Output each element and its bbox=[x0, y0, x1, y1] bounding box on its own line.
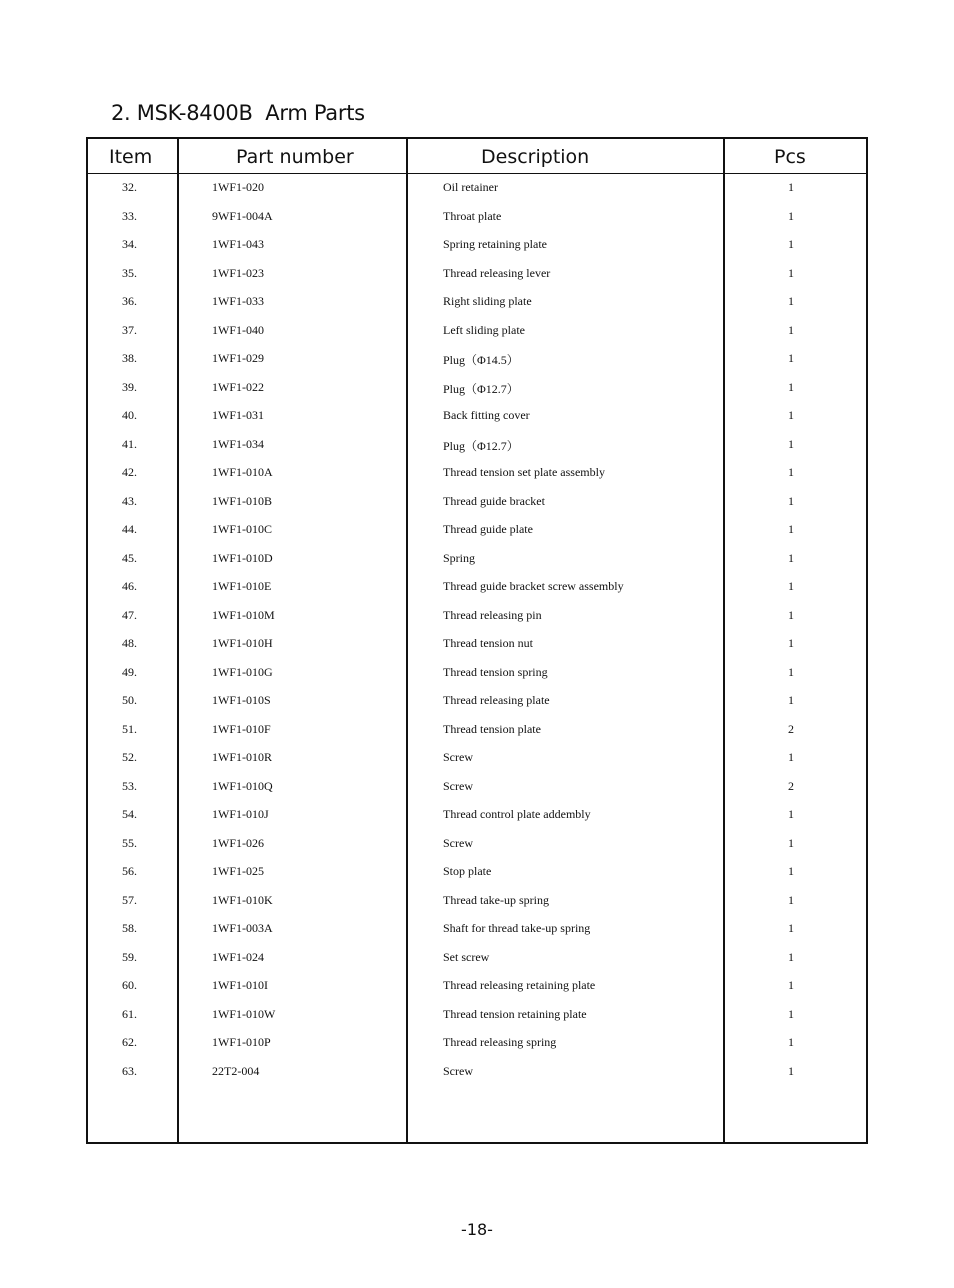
row-description: Thread tension spring bbox=[443, 664, 548, 679]
row-description: Thread tension nut bbox=[443, 636, 533, 650]
row-description: Spring bbox=[443, 550, 476, 565]
row-pcs: 1 bbox=[788, 864, 794, 878]
row-description: Shaft for thread take-up spring bbox=[443, 921, 591, 935]
page-title: 2. MSK-8400B Arm Parts bbox=[111, 101, 365, 125]
row-pcs: 1 bbox=[788, 1006, 794, 1021]
row-description: Set screw bbox=[443, 949, 490, 964]
row-description: Plug（Φ14.5） bbox=[443, 353, 519, 367]
row-item-number: 41. bbox=[122, 436, 137, 451]
row-pcs: 1 bbox=[788, 180, 794, 194]
row-description: Thread guide bracket bbox=[443, 493, 545, 508]
row-part-number: 1WF1-010P bbox=[212, 1035, 271, 1049]
row-item-number: 54. bbox=[122, 807, 137, 821]
row-description: Throat plate bbox=[443, 208, 502, 223]
row-part-number: 1WF1-010D bbox=[212, 550, 273, 565]
row-part-number: 1WF1-010Q bbox=[212, 778, 273, 793]
row-part-number: 1WF1-010I bbox=[212, 978, 268, 992]
row-part-number: 1WF1-010W bbox=[212, 1006, 276, 1021]
row-pcs: 1 bbox=[788, 921, 794, 935]
row-pcs: 1 bbox=[788, 892, 794, 907]
table-row bbox=[88, 180, 866, 200]
row-item-number: 33. bbox=[122, 208, 137, 223]
row-description: Thread releasing lever bbox=[443, 265, 551, 280]
row-item-number: 61. bbox=[122, 1006, 137, 1021]
header-item: Item bbox=[109, 146, 153, 168]
row-item-number: 35. bbox=[122, 265, 137, 280]
row-pcs: 1 bbox=[788, 436, 794, 451]
row-part-number: 1WF1-010J bbox=[212, 807, 269, 821]
row-part-number: 22T2-004 bbox=[212, 1063, 260, 1078]
table-row bbox=[88, 408, 866, 428]
row-part-number: 1WF1-034 bbox=[212, 436, 264, 451]
row-pcs: 1 bbox=[788, 493, 794, 508]
row-description: Spring retaining plate bbox=[443, 237, 547, 251]
row-item-number: 48. bbox=[122, 636, 137, 650]
row-pcs: 1 bbox=[788, 294, 794, 308]
table-row bbox=[88, 465, 866, 485]
row-description: Thread guide bracket screw assembly bbox=[443, 579, 624, 593]
row-description: Thread tension plate bbox=[443, 721, 541, 736]
row-part-number: 1WF1-031 bbox=[212, 408, 264, 422]
row-part-number: 1WF1-010G bbox=[212, 664, 273, 679]
row-part-number: 1WF1-003A bbox=[212, 921, 273, 935]
row-item-number: 43. bbox=[122, 493, 137, 508]
row-part-number: 1WF1-010F bbox=[212, 721, 271, 736]
row-pcs: 1 bbox=[788, 807, 794, 821]
table-row bbox=[88, 864, 866, 884]
row-pcs: 1 bbox=[788, 1035, 794, 1049]
row-item-number: 36. bbox=[122, 294, 137, 308]
row-part-number: 1WF1-040 bbox=[212, 322, 264, 337]
row-part-number: 1WF1-024 bbox=[212, 949, 264, 964]
row-description: Thread take-up spring bbox=[443, 892, 549, 907]
table-row bbox=[88, 1007, 866, 1027]
table-row bbox=[88, 323, 866, 343]
row-item-number: 42. bbox=[122, 465, 137, 479]
parts-table bbox=[86, 137, 868, 1144]
header-description: Description bbox=[481, 146, 590, 168]
row-item-number: 47. bbox=[122, 607, 137, 622]
row-description: Thread releasing spring bbox=[443, 1035, 557, 1049]
table-row bbox=[88, 494, 866, 514]
table-row bbox=[88, 665, 866, 685]
row-item-number: 38. bbox=[122, 351, 137, 365]
row-part-number: 1WF1-043 bbox=[212, 237, 264, 251]
row-part-number: 1WF1-010H bbox=[212, 636, 273, 650]
table-row bbox=[88, 1035, 866, 1055]
row-description: Left sliding plate bbox=[443, 322, 525, 337]
row-item-number: 60. bbox=[122, 978, 137, 992]
table-row bbox=[88, 693, 866, 713]
row-part-number: 1WF1-033 bbox=[212, 294, 264, 308]
row-pcs: 1 bbox=[788, 465, 794, 479]
row-part-number: 1WF1-010A bbox=[212, 465, 273, 479]
row-description: Screw bbox=[443, 835, 473, 850]
header-pcs: Pcs bbox=[774, 146, 806, 168]
table-row bbox=[88, 380, 866, 400]
row-item-number: 50. bbox=[122, 693, 137, 707]
row-pcs: 1 bbox=[788, 636, 794, 650]
row-item-number: 57. bbox=[122, 892, 137, 907]
row-pcs: 1 bbox=[788, 750, 794, 764]
row-item-number: 45. bbox=[122, 550, 137, 565]
table-row bbox=[88, 779, 866, 799]
row-part-number: 9WF1-004A bbox=[212, 208, 273, 223]
row-pcs: 1 bbox=[788, 664, 794, 679]
row-description: Thread releasing plate bbox=[443, 693, 550, 707]
row-description: Screw bbox=[443, 778, 473, 793]
table-row bbox=[88, 266, 866, 286]
page-number: -18- bbox=[461, 1220, 493, 1239]
table-row bbox=[88, 209, 866, 229]
row-pcs: 1 bbox=[788, 835, 794, 850]
row-pcs: 1 bbox=[788, 978, 794, 992]
header-divider bbox=[88, 173, 866, 174]
table-row bbox=[88, 978, 866, 998]
row-part-number: 1WF1-022 bbox=[212, 379, 264, 394]
row-pcs: 1 bbox=[788, 607, 794, 622]
row-item-number: 59. bbox=[122, 949, 137, 964]
row-item-number: 39. bbox=[122, 379, 137, 394]
table-row bbox=[88, 437, 866, 457]
table-row bbox=[88, 351, 866, 371]
table-row bbox=[88, 579, 866, 599]
row-description: Right sliding plate bbox=[443, 294, 532, 308]
row-pcs: 1 bbox=[788, 237, 794, 251]
table-row bbox=[88, 294, 866, 314]
row-item-number: 56. bbox=[122, 864, 137, 878]
row-part-number: 1WF1-010S bbox=[212, 693, 271, 707]
row-description: Thread control plate addembly bbox=[443, 807, 591, 821]
row-pcs: 2 bbox=[788, 778, 794, 793]
row-pcs: 1 bbox=[788, 351, 794, 365]
row-item-number: 46. bbox=[122, 579, 137, 593]
row-description: Thread guide plate bbox=[443, 522, 533, 536]
row-pcs: 1 bbox=[788, 379, 794, 394]
table-row bbox=[88, 750, 866, 770]
row-pcs: 1 bbox=[788, 579, 794, 593]
row-part-number: 1WF1-026 bbox=[212, 835, 264, 850]
table-row bbox=[88, 836, 866, 856]
table-row bbox=[88, 950, 866, 970]
row-description: Thread releasing pin bbox=[443, 607, 542, 622]
row-description: Stop plate bbox=[443, 864, 492, 878]
table-row bbox=[88, 807, 866, 827]
row-item-number: 44. bbox=[122, 522, 137, 536]
row-item-number: 55. bbox=[122, 835, 137, 850]
table-row bbox=[88, 522, 866, 542]
row-pcs: 1 bbox=[788, 522, 794, 536]
table-row bbox=[88, 722, 866, 742]
row-item-number: 52. bbox=[122, 750, 137, 764]
row-part-number: 1WF1-010C bbox=[212, 522, 272, 536]
row-part-number: 1WF1-020 bbox=[212, 180, 264, 194]
table-row bbox=[88, 237, 866, 257]
row-description: Back fitting cover bbox=[443, 408, 530, 422]
row-pcs: 1 bbox=[788, 208, 794, 223]
row-part-number: 1WF1-010M bbox=[212, 607, 275, 622]
row-item-number: 40. bbox=[122, 408, 137, 422]
row-part-number: 1WF1-010K bbox=[212, 892, 273, 907]
row-part-number: 1WF1-010R bbox=[212, 750, 272, 764]
row-part-number: 1WF1-025 bbox=[212, 864, 264, 878]
row-item-number: 37. bbox=[122, 322, 137, 337]
row-pcs: 1 bbox=[788, 322, 794, 337]
row-item-number: 49. bbox=[122, 664, 137, 679]
row-description: Thread releasing retaining plate bbox=[443, 978, 596, 992]
table-row bbox=[88, 1064, 866, 1084]
row-description: Thread tension retaining plate bbox=[443, 1006, 587, 1021]
row-part-number: 1WF1-010E bbox=[212, 579, 272, 593]
table-row bbox=[88, 921, 866, 941]
row-item-number: 63. bbox=[122, 1063, 137, 1078]
row-description: Screw bbox=[443, 750, 473, 764]
row-pcs: 1 bbox=[788, 265, 794, 280]
row-pcs: 1 bbox=[788, 693, 794, 707]
row-item-number: 32. bbox=[122, 180, 137, 194]
row-item-number: 51. bbox=[122, 721, 137, 736]
row-pcs: 1 bbox=[788, 408, 794, 422]
row-description: Oil retainer bbox=[443, 180, 498, 194]
row-description: Thread tension set plate assembly bbox=[443, 465, 605, 479]
row-description: Plug（Φ12.7） bbox=[443, 381, 519, 396]
row-item-number: 34. bbox=[122, 237, 137, 251]
row-pcs: 1 bbox=[788, 949, 794, 964]
row-part-number: 1WF1-023 bbox=[212, 265, 264, 280]
header-part-number: Part number bbox=[236, 146, 354, 168]
row-part-number: 1WF1-029 bbox=[212, 351, 264, 365]
table-row bbox=[88, 551, 866, 571]
table-row bbox=[88, 636, 866, 656]
table-row bbox=[88, 893, 866, 913]
row-pcs: 1 bbox=[788, 550, 794, 565]
table-row bbox=[88, 608, 866, 628]
row-part-number: 1WF1-010B bbox=[212, 493, 272, 508]
row-description: Plug（Φ12.7） bbox=[443, 438, 519, 453]
row-description: Screw bbox=[443, 1063, 473, 1078]
row-item-number: 58. bbox=[122, 921, 137, 935]
row-pcs: 2 bbox=[788, 721, 794, 736]
row-item-number: 62. bbox=[122, 1035, 137, 1049]
row-pcs: 1 bbox=[788, 1063, 794, 1078]
row-item-number: 53. bbox=[122, 778, 137, 793]
